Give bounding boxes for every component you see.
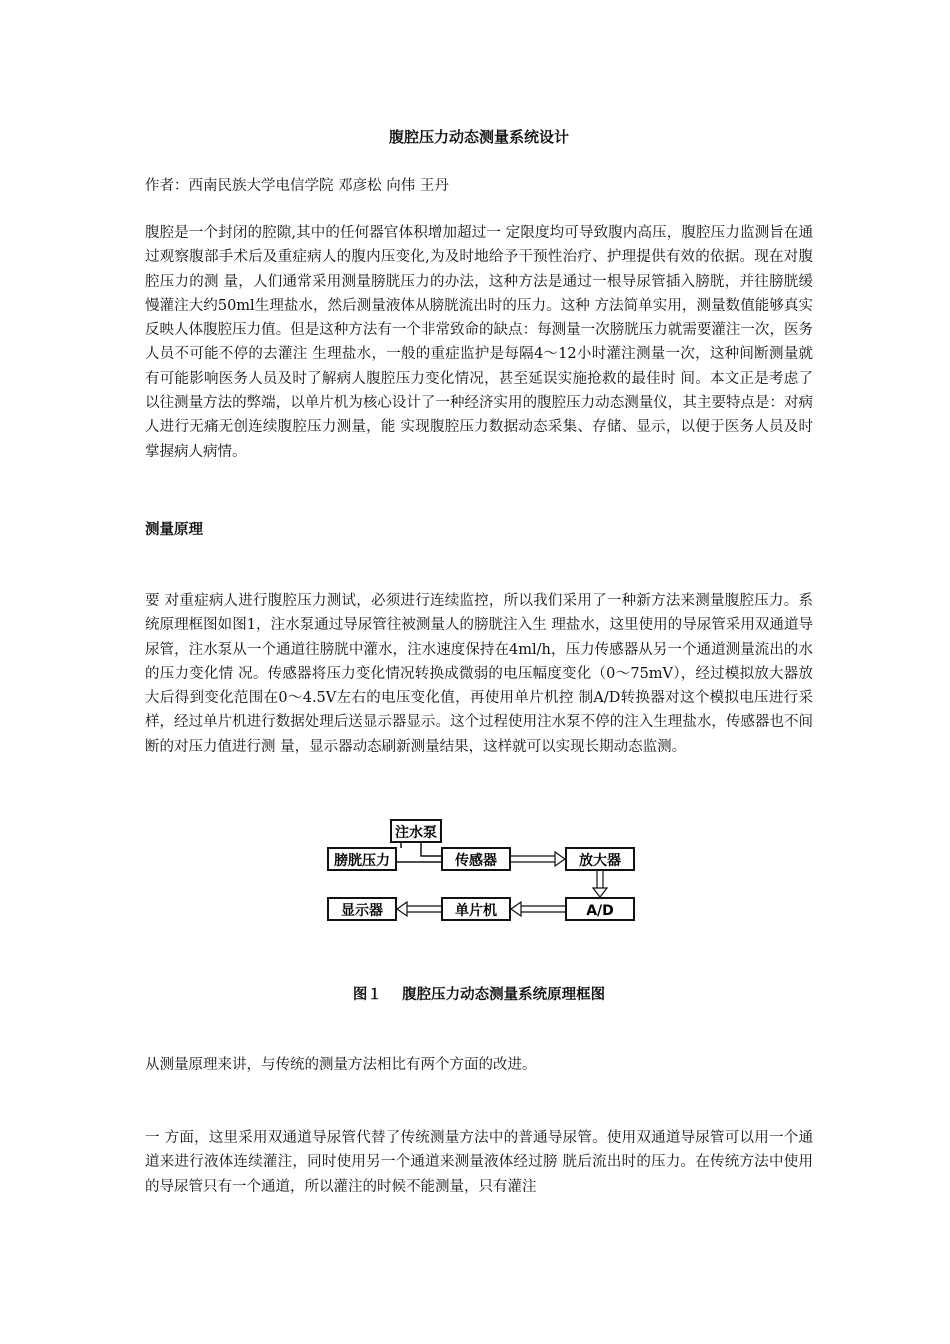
bladder-label: 膀胱压力 <box>334 853 390 869</box>
pump-connector <box>401 842 442 856</box>
display-label: 显示器 <box>341 903 383 919</box>
principle-paragraph: 要 对重症病人进行腹腔压力测试，必须进行连续监控，所以我们采用了一种新方法来测量腹腔压力。系统原理框图如图1，注水泵通过导尿管往被测量人的膀胱注入生 理盐水，这里使用的导尿管采用双通道导尿管，注水泵从一个通道往膀胱中灌水，注水速度保持在4ml/h，压力传感器从另一个通道测量流出的水的压力变化情 况。传感器将压力变化情况转换成微弱的电压幅度变化（0～75mV），经过模拟放大器放大后得到变化范围在0～4.5V左右的电压变化值，再使用单片机控 制A/D转换器对这个模拟电压进行采样，经过单片机进行数据处理后送显示器显示。这个过程使用注水泵不停的注入生理盐水，传感器也不间断的对压力值进行测 量，显示器动态刷新测量结果，这样就可以实现长期动态监测。 <box>145 593 813 755</box>
system-block-diagram <box>325 812 655 930</box>
sensor-to-amplifier-arrow <box>510 852 565 866</box>
pump-block <box>391 820 441 842</box>
section-heading: 测量原理 <box>145 522 203 538</box>
sensor-label: 传感器 <box>455 853 497 869</box>
adc-to-mcu-arrow <box>511 902 566 916</box>
improvement-intro-paragraph: 从测量原理来讲，与传统的测量方法相比有两个方面的改进。 <box>145 1057 537 1073</box>
mcu-label: 单片机 <box>455 903 497 919</box>
adc-label: A/D <box>586 903 614 919</box>
figure-caption: 图１ 腹腔压力动态测量系统原理框图 <box>352 987 606 1003</box>
pump-label: 注水泵 <box>395 825 437 841</box>
intro-paragraph: 腹腔是一个封闭的腔隙,其中的任何器官体积增加超过一 定限度均可导致腹内高压，腹腔压力监测旨在通过观察腹部手术后及重症病人的腹内压变化,为及时地给予干预性治疗、护理提供有效的依据。现在对腹腔压力的测 量，人们通常采用测量膀胱压力的办法，这种方法是通过一根导尿管插入膀胱，并往膀胱缓慢灌注大约50ml生理盐水，然后测量液体从膀胱流出时的压力。这种 方法简单实用，测量数值能够真实反映人体腹腔压力值。但是这种方法有一个非常致命的缺点：每测量一次膀胱压力就需要灌注一次，医务人员不可能不停的去灌注 生理盐水，一般的重症监护是每隔4～12小时灌注测量一次，这种间断测量就有可能影响医务人员及时了解病人腹腔压力变化情况，甚至延误实施抢救的最佳时 间。本文正是考虑了以往测量方法的弊端，以单片机为核心设计了一种经济实用的腹腔压力动态测量仪，其主要特点是：对病人进行无痛无创连续腹腔压力测量，能 实现腹腔压力数据动态采集、存储、显示，以便于医务人员及时掌握病人病情。 <box>145 225 813 460</box>
mcu-block <box>442 898 510 920</box>
adc-block <box>566 898 634 920</box>
mcu-to-display-arrow <box>397 902 442 916</box>
display-block <box>328 898 396 920</box>
amplifier-label: 放大器 <box>579 853 621 869</box>
bladder-block <box>328 848 396 870</box>
document-title: 腹腔压力动态测量系统设计 <box>388 128 569 146</box>
amplifier-to-adc-arrow <box>593 870 607 897</box>
author-line: 作者：西南民族大学电信学院 邓彦松 向伟 王丹 <box>145 178 449 194</box>
amplifier-block <box>566 848 634 870</box>
sensor-block <box>442 848 510 870</box>
improvement-paragraph: 一 方面，这里采用双通道导尿管代替了传统测量方法中的普通导尿管。使用双通道导尿管可以用一个通道来进行液体连续灌注，同时使用另一个通道来测量液体经过膀 胱后流出时的压力。在传统方法中使用的导尿管只有一个通道，所以灌注的时候不能测量，只有灌注 <box>145 1130 813 1195</box>
